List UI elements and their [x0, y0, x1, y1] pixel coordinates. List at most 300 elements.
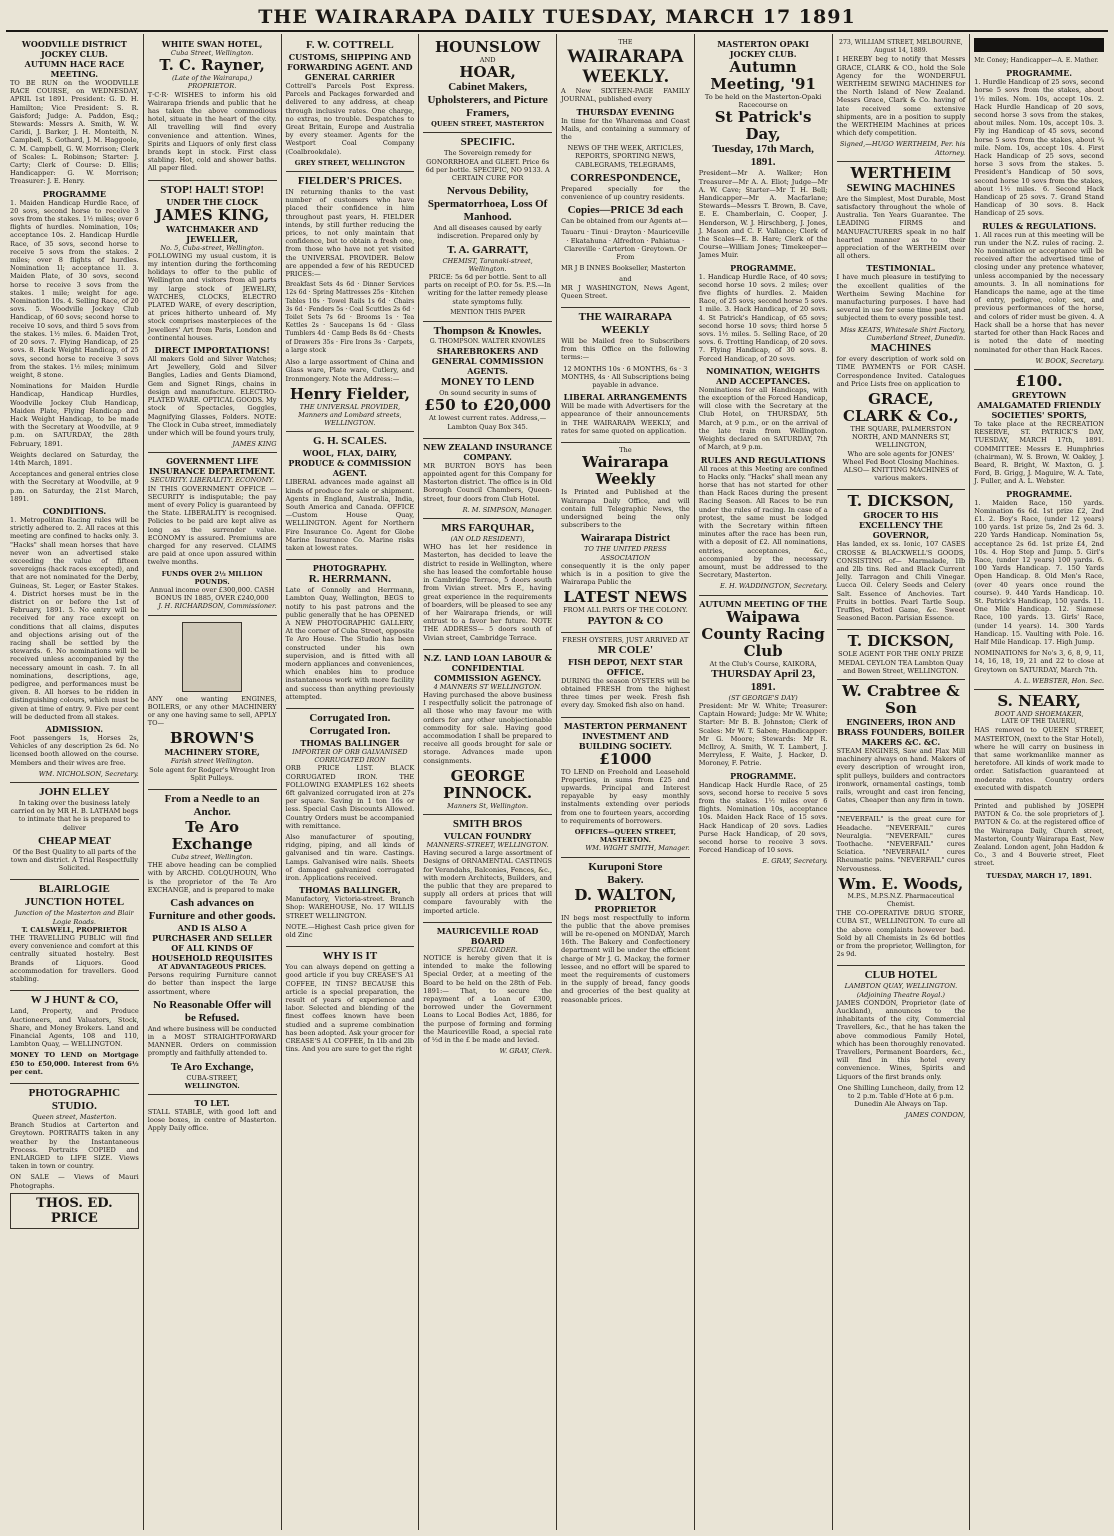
district-heading: Wairarapa District: [580, 532, 671, 545]
club-body: JAMES CONDON, Proprietor (late of Auckland), announces to the inhabitants of the city, Commercial Travellers, &c., that he has taken the above commodious Family Hotel, which has been thoroughly renovated. Travellers, Permanent Boarders, &c., will find in this hotel every convenience. Wines, Spirits and Liquors of the first brands only.: [836, 998, 966, 1081]
race-secretary: WM. NICHOLSON, Secretary.: [38, 769, 139, 778]
autumn-heading: Autumn Meeting, '91: [710, 58, 816, 93]
aro-refused: No Reasonable Offer will be Refused.: [153, 998, 272, 1024]
dickson-tea-ad: [837, 630, 966, 680]
aro-footer-2: CUBA-STREET,: [186, 1073, 238, 1082]
masthead-title: THE WAIRARAPA DAILY TUESDAY, MARCH 17 1891: [258, 6, 856, 28]
thompson-subheading: SHAREBROKERS AND GENERAL COMMISSION AGENTS.: [431, 346, 544, 377]
smith-body: Having secured a large assortment of Designs of ORNAMENTAL CASTINGS for Verandahs, Balconies, Fences, &c., with modern Architects, Builders, and the public that they are prepared to supply all orders at prices that will compare favourably with the imported article.: [423, 849, 552, 915]
farquhar-body: WHO has let her residence in Masterton, has decided to leave the district to reside in Wellington, where she has leased the comfortable house in Cambridge Terrace, 5 doors south from Vivian street. Mrs F., having great experience in the requirements of boarders, will be pleased to see any of her Wairarapa friends, or will entrust to a favor her future. NOTE THE ADDRESS— 5 doors south of Vivian street, Cambridge Terrace.: [423, 543, 552, 642]
king-address: No. 5, Cuba-street, Wellington.: [160, 243, 264, 252]
photo-body: Branch Studios at Carterton and Greytown. PORTRAITS taken in any weather by the Instantaneous Process. Portraits COPIED and ENLARGED to LIFE SIZE. Views taken in town or country.: [10, 1121, 139, 1171]
iron-heading-2: Corrugated Iron.: [309, 724, 391, 737]
copies-price: Copies—PRICE 3d each: [567, 204, 684, 217]
opaki-heading: MASTERTON OPAKI JOCKEY CLUB.: [717, 39, 809, 59]
smith-bros-ad: [423, 815, 552, 923]
singer-body: I HEREBY beg to notify that Messrs GRACE, CLARK & CO., hold the Sole Agency for the WONDERFUL WERTHEIM SEWING MACHINES for the North Island of New Zealand. Messrs Grace, Clark & Co. having of late received some extensive shipments, are in a position to supply the WERTHEIM Machines at prices which defy competition.: [836, 55, 966, 138]
wertheim-notice-ad: [837, 36, 966, 162]
iron-body-2: Also manufacturer of spouting, ridging, piping, and all kinds of galvanised and tin ware. Castings. Lamps. Galvanised wire nails. Sheets of damaged galvanized corrugated iron. Applications received.: [285, 833, 415, 883]
weekly-the: THE: [618, 39, 633, 46]
woodville-race-ad: [10, 36, 139, 783]
neary-late: LATE OF THE TAUERU,: [1001, 718, 1077, 726]
nzins-body: MR BURTON BOYS has been appointed agent for this Company for Masterton district. The office is in Old Borough Council Chambers, Queen-street, four doors from Club Hotel.: [423, 461, 552, 503]
masthead: [6, 6, 1108, 32]
acceptances-text: Acceptances and general entries close with the Secretary at Woodville, at 9 p.m. on Saturday, the 21st March, 1891.: [10, 470, 139, 503]
garratt-name: T. A. GARRATT,: [447, 243, 529, 256]
kuruponi-bakery-ad: [561, 858, 690, 1011]
woods-subheading: M.P.S., M.P.S.N.Z. Pharmaceutical Chemist.: [847, 892, 955, 909]
club-heading: CLUB HOTEL: [864, 969, 938, 982]
iron-note: NOTE.—Highest Cash price given for old Zinc: [285, 922, 415, 940]
pinnock-address: Manners St, Wellington.: [447, 801, 529, 810]
column-7: [833, 34, 971, 1530]
latest-news: LATEST NEWS: [563, 588, 688, 607]
waipawa-signature: E. GRAY, Secretary.: [762, 857, 828, 866]
govt-body: IN THIS GOVERNMENT OFFICE — SECURITY is indisputable; the pay ment of every Policy is guaranteed by the State. LIBERALITY is recognised. Policies to be paid are kept alive as long as the surrender value. ECONOMY is assured. Premiums are charged for any reserved. CLAIMS are paid at once upon assured within twelve months.: [147, 484, 277, 567]
neverfail-body: "NEVERFAIL" is the great cure for Headache. "NEVERFAIL" cures Neuralgia. "NEVERFAIL" cures Toothache. "NEVERFAIL" cures Sciatica. "NEVERFAIL" cures Rheumatic pains. "NEVERFAIL" cures Nervousness.: [836, 815, 966, 873]
scales-heading: G. H. SCALES.: [313, 435, 387, 448]
liberal-body: Will be made with Advertisers for the appearance of their announcements in THE WAIRARAPA WEEKLY, and rates for same quoted on application.: [561, 402, 690, 435]
testimonial-signature: Miss KEATS, Whitesale Shirt Factory, Cumberland Street, Dunedin.: [840, 325, 966, 342]
wertheim-ad: [837, 162, 966, 490]
weekly-news-ad: [561, 443, 690, 632]
testimonial-body: I have much pleasure in testifying to the excellent qualities of the Wertheim Sewing Machine for manufacturing purposes. I have had several in use for some time past, and subjected them to every possible test.: [836, 273, 966, 323]
road-heading: MAURICEVILLE ROAD BOARD: [436, 925, 539, 946]
king-direct: DIRECT IMPORTATIONS!: [154, 345, 270, 356]
let-heading: TO LET.: [194, 1098, 230, 1109]
club-subheading-2: (Adjoining Theatre Royal.): [856, 990, 945, 999]
browns-subheading: MACHINERY STORE,: [164, 747, 260, 758]
aro-prices: AT ADVANTAGEOUS PRICES.: [158, 963, 267, 971]
aro-footer-3: WELLINGTON.: [184, 1081, 240, 1090]
waipawa-body-2: President: Mr W. White; Treasurer: Captain Howard; Judge: Mr W. White; Starter: Mr B. B. Johnston; Clerk of Scales: Mr W. T. Saben; Handicapper: Mr G. Moore; Stewards: Mr R. McIlroy, A. Smith, W. T. Lambert, J. Merryless, F. Waite, J. Hacker, D. Moroney, F. Petrie.: [698, 701, 828, 768]
latest-subheading: FROM ALL PARTS OF THE COLONY.: [563, 606, 688, 615]
neary-heading: S. NEARY,: [997, 692, 1081, 710]
nervous-body: And all diseases caused by early indiscretion. Prepared only by: [433, 224, 542, 241]
autumn-body: To be held on the Masterton-Opaki Racecourse on: [704, 93, 822, 110]
fielder-heading: FIELDER'S PRICES.: [297, 175, 402, 188]
building-amount: £1000: [599, 749, 652, 768]
road-body: NOTICE is hereby given that it is intended to make the following Special Order, at a meeting of the Board to be held on the 28th of Feb. 1891:— That, to secure the repayment of a Loan of £300, borrowed under the Government Loans to Local Bodies Act, 1886, for the purpose of forming and forming the Mauriceville Road, a special rate of ½d in the £ be made and levied.: [423, 953, 552, 1045]
building-office: OFFICES—QUEEN STREET, MASTERTON.: [574, 827, 677, 845]
race-body: TO BE RUN on the WOODVILLE RACE COURSE, on WEDNESDAY, APRIL 1st 1891. President: G. D. H. Hamilton; Vice President: S. R. Gaisford; Judge: A. Paddon, Esq.; Stewards: Messrs A. Smith, W. W. Caridi, J. Barker, J. H. Monteith, N. Campbell, S. Gothard, J. M. Haggoole, C. M. Campbell, G. W. Morrison; Clerk of Scales: L. Robinson; Starter: J. Carty; Clerk of Course: D. Ellis; Handicapper: G. W. Morrison; Treasurer: J. E. Henry.: [10, 79, 139, 186]
testimonial-heading: TESTIMONIAL.: [866, 263, 936, 274]
lab-body: Having purchased the above business I respectfully solicit the patronage of all those who may favour me with orders for any other unobjectionable commodity for sale. Having good accommodation I shall be prepared to receive all goods brought for sale or storage. Advances made upon consignments.: [423, 690, 552, 765]
lab-address: 4 MANNERS ST WELLINGTON.: [433, 682, 542, 691]
swan-name: T. C. Rayner,: [159, 56, 265, 75]
waipawa-date: THURSDAY April 23, 1891.: [711, 667, 816, 693]
browns-machinery-ad: [148, 616, 277, 790]
club-hotel-ad: [837, 966, 966, 1123]
washington-agent: MR J WASHINGTON, News Agent, Queen Street.: [561, 283, 690, 300]
govt-heading: GOVERNMENT LIFE INSURANCE DEPARTMENT.: [148, 456, 276, 477]
column-3: [282, 34, 420, 1530]
fielder-name: Henry Fielder,: [289, 384, 410, 403]
engine-body: ANY one wanting ENGINES, BOILERS, or any other MACHINERY or any one having same to sell, APPLY TO—: [147, 694, 277, 728]
crabtree-body: STEAM ENGINES, Saw and Flax Mill machinery always on hand. Makers of every description of wrought iron, split pulleys, builders and contractors ironwork, ornamental castings, tomb rails, wrought and cast iron fencing, Gates, Cheaper than any firm in town.: [836, 746, 966, 805]
herrmann-name: R. HERRMANN.: [308, 573, 391, 586]
crease-coffee-ad: [286, 947, 415, 1060]
column-4: [419, 34, 557, 1530]
club-subheading: LAMBTON QUAY, WELLINGTON.: [844, 982, 958, 991]
lab-heading: N.Z. LAND LOAN LABOUR & CONFIDENTIAL COMMISSION AGENCY.: [423, 652, 552, 683]
aro-cash: Cash advances on Furniture and other goods.: [148, 897, 276, 922]
nomination-heading: NOMINATION, WEIGHTS AND ACCEPTANCES.: [706, 365, 821, 386]
photo-studio-ad: [10, 1084, 139, 1233]
column-2: [144, 34, 282, 1530]
iron-address: Manufactory, Victoria-street. Branch Shop: WAREHOUSE, No. 17 WILLIS STREET WELLINGTON.: [285, 895, 415, 920]
correspondence: CORRESPONDENCE,: [570, 171, 681, 184]
col8-race-ad: [974, 54, 1104, 370]
photo-tail: ON SALE — Views of Mauri Photographs.: [10, 1173, 139, 1190]
crabtree-ad: [837, 680, 966, 812]
cheap-meat-heading: CHEAP MEAT: [37, 834, 111, 847]
thompson-heading: Thompson & Knowles.: [433, 325, 542, 338]
weekly-day: THURSDAY EVENING: [576, 106, 675, 117]
scales-ad: [286, 432, 415, 560]
aro-body-3: And where business will be conducted in a MOST STRAIGHTFORWARD MANNER. Orders on commission promptly and faithfully attended to.: [147, 1024, 277, 1058]
building-heading: MASTERTON PERMANENT INVESTMENT AND BUILDING SOCIETY.: [563, 720, 687, 751]
dickson-ad: [837, 490, 966, 630]
hunt-body: Land, Property, and Produce Auctioneers, and Valuators, Stock, Share, and Money Brokers. Land and Financial Agents, 108 and 110, Lambton Quay, — WELLINGTON.: [10, 1007, 139, 1049]
nzins-signature: R. M. SIMPSON, Manager.: [462, 505, 552, 514]
cottrell-ad: [286, 36, 415, 172]
garratt-body: PRICE: 5s 6d per bottle. Sent to all parts on receipt of P.O. for 5s. P.S.—In writing for the latter remedy please state symptoms fully.: [424, 273, 552, 306]
weekly-body: A New SIXTEEN-PAGE FAMILY JOURNAL, published every: [561, 87, 690, 104]
aro-body: THE above heading can be complied with by ARCHD. COLQUHOUN, Who is the proprietor of the Te Aro EXCHANGE, and is prepared to make: [147, 861, 277, 894]
nervous-heading: Nervous Debility, Spermatorrhoea, Loss Of Manhood.: [427, 185, 548, 224]
dickson-2-heading: T. DICKSON,: [847, 632, 955, 651]
aro-heading: Te Aro Exchange: [171, 817, 253, 853]
machines-heading: MACHINES: [870, 342, 932, 355]
imprint-date: TUESDAY, MARCH 17, 1891.: [986, 871, 1092, 880]
weekly-body-3: Prepared specially for the convenience of up country residents.: [561, 184, 690, 202]
stop-subheading: UNDER THE CLOCK: [166, 196, 258, 207]
hotel-proprietor: T. CALSWELL, PROPRIETOR: [21, 925, 128, 934]
swan-subheading: Cuba Street, Wellington.: [170, 49, 254, 57]
liberal-heading: LIBERAL ARRANGEMENTS: [563, 392, 688, 403]
bakery-heading: Kuruponi Store: [588, 860, 663, 873]
elley-ad: [10, 783, 139, 880]
garratt-subheading: CHEMIST, Taranaki-street, Wellington.: [442, 256, 533, 273]
fielder-body: IN returning thanks to the vast number of customers who have placed their confidence in him throughout past years, H. FIELDER intends, by still further reducing the prices, to not only maintain that confidence, but to obtain a fresh one, from those who have not yet visited the UNIVERSAL PROVIDER. Below are appended a few of his REDUCED PRICES:—: [285, 188, 415, 279]
opaki-rules-body: All races at this Meeting are confined to Hacks only. "Hacks" shall mean any horse that has not started for other than Hack Races during the present Racing Season. All Races to be run under the rules of racing. In case of a protest, the same must be lodged with the Secretary within fifteen minutes after the race has been run, with a deposit of £2. All nominations, entries, acceptances, &c., accompanied by the necessary amount, must be addressed to the Secretary, Masterton.: [698, 464, 828, 580]
neary-ad: [974, 690, 1104, 800]
waipawa-racing-ad: [699, 596, 828, 870]
elley-body: In taking over the business lately carried on by MR H. B. LATHAM begs to intimate that he is prepared to deliver: [10, 799, 139, 832]
nominations-text: Nominations for Maiden Hurdle Handicap, Handicap Hurdles, Woodville Jockey Club Handicap, Maiden Plate, Flying Handicap and Hack Weight Handicap, to be made with the Secretary at Woodville, at 9 p.m. on SATURDAY, the 28th February, 1891.: [10, 382, 139, 448]
photo-subheading: Queen street, Masterton.: [32, 1112, 117, 1121]
browns-name: BROWN'S: [170, 729, 255, 748]
browns-tail: Sole agent for Rodger's Wrought Iron Split Pulleys.: [149, 765, 276, 782]
nomination-body: Nominations for all Handicaps, with the exception of the Forced Handicap, will close with the Secretary at the Club Hotel, on THURSDAY, 5th March, at 9 p.m., or on the arrival of the late train from Wellington. Weights declared on SATURDAY, 7th of March, at 9 p.m.: [698, 385, 828, 452]
why-heading: WHY IS IT: [322, 950, 378, 963]
ballinger-ad: [286, 709, 415, 947]
singer-signature: Signed,—HUGO WERTHEIM, Per. his Attorney.: [839, 140, 966, 157]
lend-amount: £50 to £20,000: [424, 396, 551, 415]
white-swan-ad: [148, 36, 277, 181]
iron-name-2: THOMAS BALLINGER,: [299, 885, 401, 896]
building-body: TO LEND on Freehold and Leasehold Properties, in sums from £25 and upwards. Principal and Interest repayable by easy monthly instalments extending over periods from one to fourteen years, according to requirements of borrowers.: [561, 767, 690, 825]
fielder-price-list: Breakfast Sets 4s 6d · Dinner Services 12s 6d · Spring Mattresses 25s · Kitchen Tables 10s · Towel Rails 1s 6d · Chairs 3s 6d · Fenders 5s · Coal Scuttles 2s 6d · Toilet Sets 7s 6d · Brooms 1s · Tea Kettles 2s · Saucepans 1s 6d · Glass Tumblers 4d · Camp Beds 8s 6d · Chests of Drawers 35s · Fire Irons 3s · Carpets, a large stock: [285, 281, 415, 354]
patrick-body: President—Mr A. Walker; Hon Treasurer—Mr A. A. Eliot; Judge—Mr A. W. Cave; Starter—Mr T. H. Bell; Handicapper—Mr A. Macfarlane; Stewards—Messrs T. Brown, B. Cave, E. E. Chamberlain, C. Cooper, J. Henderson, W. J. Hirschberg, J. Jones, J. Mason and C. F. Vallance; Clerk of the Scales—E. B. Hare; Clerk of the Course—William Jones; Timekeeper—James Muir.: [698, 169, 828, 260]
swan-late: (Late of the Wairarapa,) PROPRIETOR.: [172, 74, 253, 91]
binnes-agent: MR J B INNES Bookseller, Masterton: [561, 264, 686, 273]
imprint-body: Printed and published by JOSEPH PAYTON & Co. the sole proprietors of J. PAYTON & Co. at the registered office of the Wairarapa Daily, Church street, Masterton, County Wairarapa East, New Zealand. London agent, John Haddon & Co., 3 and 4 Bouverie street, Fleet street.: [974, 803, 1104, 868]
browns-address: Farish street Wellington.: [170, 757, 254, 766]
weekly-name: WAIRARAPA WEEKLY.: [566, 46, 684, 88]
grace-name: GRACE, CLARK & Co.,: [843, 389, 959, 425]
hoar-address: QUEEN STREET, MASTERTON: [431, 120, 545, 129]
race-subheading: AUTUMN HACE RACE MEETING.: [24, 59, 125, 79]
copies-body: Can be obtained from our Agents at—: [561, 217, 688, 226]
lend-body: On sound security in sums of: [439, 389, 537, 398]
dickson-heading: T. DICKSON,: [847, 492, 955, 511]
govt-funds: FUNDS OVER 2½ MILLION POUNDS.: [161, 569, 263, 586]
cole-name: MR COLE': [597, 643, 654, 656]
iron-subheading: IMPORTER OF ORB GALVANISED CORRUGATED IRON: [292, 747, 408, 765]
dickson-2-subheading: SOLE AGENT FOR THE ONLY PRIZE MEDAL CEYLON TEA Lambton Quay and Bowen Street, WELLINGTON.: [838, 650, 964, 675]
opaki-programme-heading: PROGRAMME.: [730, 262, 797, 273]
crabtree-name: W. Crabtree & Son: [842, 681, 960, 717]
walton-subheading: PROPRIETOR: [594, 903, 657, 914]
stop-heading: STOP! HALT! STOP!: [160, 183, 264, 196]
col8-rules-signature: W. BOOK, Secretary.: [1035, 356, 1104, 365]
woods-body: THE CO-OPERATIVE DRUG STORE, CUBA ST., WELLINGTON. To cure all the above complaints however bad. Sold by all Chemists in 2s 6d bottles or from the proprietor, Wellington, for 2s 9d.: [836, 909, 966, 959]
thompson-names: G. THOMPSON. WALTER KNOWLES: [429, 338, 546, 346]
greytown-body: To take place at the RECREATION RESERVE, ST. PATRICK'S DAY, TUESDAY, MARCH 17th, 1891. COMMITTEE: Messrs E. Humphries (chairman), W. S. Brown, W. Oakley, J. Beard, R. Bright, W. Maxton, G. J. Ford, B. Grigg, J. Maguire, W. A. Tate, J. Fuller, and A. L. Webster.: [974, 419, 1104, 486]
herrmann-body: Late of Connolly and Herrmann, Lambton Quay, Wellington, BEGS to notify to his past patrons and the public generally that he has OPENED A NEW PHOTOGRAPHIC GALLERY, At the corner of Cuba Street, opposite Te Aro House. The Studio has been constructed under his own supervision, and is fitted with all modern appliances and conveniences, which enables him to produce instantaneous work with more facility and success than anything previously attempted.: [285, 586, 415, 701]
dickson-body: Has landed, ex ss. Ionic, 107 CASES CROSSE & BLACKWELL'S GOODS, CONSISTING of— Marmalade, 1lb and 2lb tins. Red and Black Current Jelly. Tarragon and Chili Vinegar. Lucca Oil. Celery Seeds and Celery Salt. Essence of Anchovies. Tart Fruits in bottles. Pearl Tartle Soup. Truffles, Potted Game, &c. Sweet Seasoned Bacon. Parisian Essence.: [836, 540, 966, 623]
aro-address: Cuba street, Wellington.: [171, 852, 253, 861]
govt-subheading: SECURITY. LIBERALITY. ECONOMY.: [150, 476, 275, 485]
king-signature: JAMES KING: [232, 440, 277, 449]
wertheim-body: Are the Simplest, Most Durable, Most satisfactory throughout the whole of Australia. Ten Years Guarantee. The LEADING FIRMS and MANUFACTURERS speak in no half hearted manner as to their appreciation of the WERTHEIM over all others.: [836, 194, 966, 261]
swan-heading: WHITE SWAN HOTEL,: [161, 39, 263, 49]
col8-programme-heading: PROGRAMME.: [1006, 68, 1073, 79]
press-association: TO THE UNITED PRESS ASSOCIATION: [584, 545, 667, 562]
weekly-list: NEWS OF THE WEEK, ARTICLES, REPORTS, SPORTING NEWS, CABLEGRAMS, TELEGRAMS,: [567, 144, 684, 169]
bakery-subheading: Bakery.: [607, 873, 644, 886]
wairarapa-weekly-ad: [561, 36, 690, 308]
weekly-big-name: Wairarapa Weekly: [582, 453, 669, 489]
conditions-heading: CONDITIONS.: [42, 505, 107, 516]
mailed-text: Will be Mailed free to Subscribers from this Office on the following terms:—: [561, 337, 690, 362]
smith-address: MANNERS-STREET, WELLINGTON.: [426, 840, 549, 849]
admission-heading: ADMISSION.: [45, 724, 104, 735]
smith-heading: SMITH BROS: [452, 817, 523, 830]
column-8: [970, 34, 1108, 1530]
govt-income: Annual income over £300,000. CASH BONUS IN 1885, OVER £240,000: [149, 585, 275, 603]
specific-ad: [423, 133, 552, 322]
opaki-signature: E. H. WADDINGTON, Secretary.: [719, 582, 828, 591]
specific-body: The Sovereign remedy for GONORRHOEA and GLEET. Price 6s 6d per bottle. SPECIFIC, NO 9133. A CERTAIN CURE FOR: [425, 149, 550, 183]
walton-name: D. WALTON,: [574, 885, 677, 904]
col8-top: Mr. Coney; Handicapper—A. E. Mather.: [974, 57, 1099, 64]
weights-text: Weights declared on Saturday, the 14th March, 1891.: [10, 450, 139, 467]
singer-address: 273, WILLIAM STREET, MELBOURNE, August 14, 1889.: [839, 39, 963, 55]
admission-body: Foot passengers 1s, Horses 2s, Vehicles of any description 2s 6d. No licensed booth allowed on the course. Members and their wives are free.: [10, 734, 139, 767]
agents-list: Tauaru · Tinui · Drayton · Mauriceville · Ekatahuna · Alfredton · Pahiatua · Clareville · Carterton · Greytown. Or From: [561, 228, 690, 262]
greytown-signature: A. L. WEBSTER, Hon. Sec.: [1014, 676, 1104, 685]
club-signature: JAMES CONDON,: [905, 1111, 966, 1120]
king-name: JAMES KING,: [155, 205, 270, 224]
col8-rules-body: 1. All races run at this meeting will be run under the N.Z. rules of racing. 2. No nomination or acceptance will be received after the advertised time of closing under any pretence whatever, unless accompanied by the necessary amounts. 3. In all nominations for Handicaps the name, age at the time of entry, pedigree, color, sex, and previous performances of the horse, and colors of rider must be given. 4. A Hack shall be a horse that has never started for other than Hack Races and is noted the date of meeting nominated for other than Hack Races.: [974, 230, 1104, 354]
cole-subheading: FISH DEPOT, NEXT STAR OFFICE.: [568, 656, 683, 677]
king-body: FOLLOWING my usual custom, it is my intention during the forthcoming holidays to offer to the public of Wellington and visitors from all parts my large stock of JEWELRY, WATCHES, CLOCKS, ELECTRO PLATED WARE, of every description, at prices hitherto unheard of. My stock comprises masterpieces of the Jewellers' Art from Paris, London and continental houses.: [147, 251, 277, 342]
cottrell-heading: F. W. COTTRELL: [306, 39, 394, 51]
programme-heading: PROGRAMME: [42, 188, 106, 199]
hounslow-heading: HOUNSLOW: [434, 38, 541, 56]
waipawa-body: At the Club's Course, KAIKORA,: [709, 659, 817, 668]
govt-insurance-ad: [148, 453, 277, 615]
neary-subheading: BOOT AND SHOEMAKER,: [994, 710, 1084, 718]
photo-heading: PHOTOGRAPHIC STUDIO.: [28, 1086, 121, 1112]
greytown-sports-ad: [974, 370, 1104, 690]
walton-body: IN begs most respectfully to inform the public that the above premises will be re-opened on MONDAY, March 16th. The Bakery and Confectionery department will be under the efficient charge of Mr J. G. Mackay, the former lessee, and no effort will be spared to meet the requirements of customers in the supply of bread, fancy goods and groceries of the best quality at reasonable prices.: [561, 913, 690, 1004]
elley-tail: Of the Best Quality to all parts of the town and district. A Trial Respectfully Solicited.: [10, 847, 138, 873]
neverfail-ad: [837, 812, 966, 966]
waipawa-heading: AUTUMN MEETING OF THE: [699, 598, 828, 609]
cottrell-body: Cottrell's Parcels Post Express. Parcels and Packages forwarded and delivered to any address, at cheap through inclusive rates. One charge, no extras, no trouble. Despatches to Great Britain, Europe and Australia by every steamer. Agents for the Westport Coal Company (Coalbrookdale).: [285, 82, 415, 156]
farquhar-subheading: (AN OLD RESIDENT),: [450, 535, 525, 544]
greytown-programme-heading: PROGRAMME.: [1006, 488, 1073, 499]
elley-heading: JOHN ELLEY: [39, 786, 110, 799]
road-subheading: SPECIAL ORDER.: [457, 945, 518, 954]
greytown-programme-body: 1. Maiden Race, 150 yards. Nomination 6s 6d. 1st prize £2, 2nd £1. 2. Boy's Race, (under 12 years) 100 yards. 1st prize 5s, 2nd 2s 6d. 3. 220 Yards Handicap. Nomination 5s, acceptance 2s 6d. 1st prize £4, 2nd 10s. 4. Hop Step and Jump. 5. Girl's Race, (under 12 years) 100 yards. 6. 100 Yards Handicap. 7. 150 Yards Open Handicap. 8. Old Men's Race, (over 40 years once round the course). 9. 440 Yards Handicap. 10. St. Patrick's Handicap, 150 yards. 11. One Mile Handicap. 12. Siamese Race, 100 yards. 13. Girls' Race, (under 14 years). 14. 300 Yards Handicap. 15. Vaulting with Pole. 16. Half Mile Handicap. 17. High Jump.: [974, 498, 1104, 646]
programme-body: 1. Maiden Handicap Hurdle Race, of 20 sovs, second horse to receive 3 sovs from the stakes. 1½ miles; over 6 flights of hurdles. Nomination, 10s; acceptance 10s. 2. Handicap Hurdle Race, of 35 sovs, second horse to receive 5 sovs from the stakes. 2 miles; over 8 flights of hurdles. Nomination 1l; acceptance 1l. 3. Maiden Plate, of 30 sovs, second horse to receive 3 sovs from the stakes. 1 mile; weight for age. Nomination 10s. 4. Selling Race, of 20 sovs. 5. Woodville Jockey Club Handicap, of 60 sovs; second horse to receive 10 sovs, and third 5 sovs from the stakes. 1½ miles. 6. Maiden Trot, of 20 sovs. 7. Flying Handicap, of 25 sovs. 8. Hack Weight Handicap, of 25 sovs, second horse to receive 3 sovs from the stakes. 1½ miles; minimum weight, 8 stone.: [10, 198, 139, 379]
thompson-knowles-ad: [423, 322, 552, 439]
needle-heading: From a Needle to an Anchor.: [164, 792, 260, 818]
race-heading: WOODVILLE DISTRICT JOCKEY CLUB.: [21, 39, 127, 59]
waipawa-programme-heading: PROGRAMME.: [730, 770, 797, 781]
opaki-programme-body: 1. Handicap Hurdle Race, of 40 sovs; second horse 10 sovs. 2 miles; over five flights of hurdles. 2. Maiden Race, of 25 sovs; second horse 5 sovs. 1 mile. 3. Hack Handicap, of 20 sovs. 4. St Patrick's Handicap, of 65 sovs; second horse 10 sovs; third horse 5 sovs. 1½ miles. 5. Selling Race, of 20 sovs. 6. Trotting Handicap, of 20 sovs. 7. Flying Handicap, of 30 sovs. 8. Forced Handicap, of 20 sovs.: [698, 272, 828, 363]
hunt-ad: [10, 991, 139, 1084]
hunt-heading: W J HUNT & CO,: [30, 994, 119, 1007]
govt-signature: J. H. RICHARDSON, Commissioner.: [158, 602, 277, 611]
aro-body-2: Persons requiring Furniture cannot do better than inspect the large assortment, where: [147, 971, 277, 996]
hotel-heading: BLAIRLOGIE JUNCTION HOTEL: [24, 883, 125, 909]
patrick-date: Tuesday, 17th March, 1891.: [712, 143, 814, 169]
waipawa-subheading: (ST GEORGE'S DAY): [728, 693, 798, 702]
col8-rules-heading: RULES & REGULATIONS.: [982, 220, 1097, 231]
imprint: [974, 800, 1104, 884]
iron-name: THOMAS BALLINGER: [300, 737, 400, 748]
king-subheading: WATCHMAKER AND JEWELLER,: [166, 223, 259, 244]
nz-insurance-ad: [423, 439, 552, 519]
iron-heading: Corrugated Iron.: [309, 711, 391, 724]
herrmann-heading: PHOTOGRAPHY.: [312, 563, 387, 574]
dickson-subheading: GROCER TO HIS EXCELLENCY THE GOVERNOR,: [858, 510, 943, 541]
cottrell-subheading: CUSTOMS, SHIPPING AND FORWARDING AGENT. AND GENERAL CARRIER: [287, 52, 413, 82]
wertheim-heading: WERTHEIM: [850, 163, 952, 182]
column-1: [6, 34, 144, 1530]
to-let-ad: [148, 1095, 277, 1140]
weekly-body-2: In time for the Wharemaa and Coast Mails, and containing a summary of the: [561, 116, 690, 142]
fielder-ad: [286, 172, 415, 432]
money-text: MONEY TO LEND on Mortgage £50 to £50,000. Interest from 6½ per cent.: [10, 1051, 139, 1076]
waipawa-name: Waipawa County Racing Club: [701, 607, 825, 660]
woods-heading: Wm. E. Woods,: [838, 874, 964, 893]
column-grid: [6, 34, 1108, 1530]
swan-body: T·C·R· WISHES to inform his old Wairarapa friends and public that he has taken the above commodious hotel, situate in the heart of the city. All travelling will find every convenience and attention. Wines, Spirits and Liquors of only first class brands kept in stock. First class stabling. Hot, cold and shower baths. All paper filed.: [147, 90, 277, 173]
subscription-terms: 12 MONTHS 10s · 6 MONTHS, 6s · 3 MONTHS, 4s · All Subscriptions being payable in advance.: [561, 364, 690, 390]
farquhar-heading: MRS FARQUHAR,: [441, 522, 534, 535]
binnes-and: and: [619, 275, 632, 284]
patrick-heading: St Patrick's Day,: [714, 108, 812, 144]
hotel-body: THE TRAVELLING PUBLIC will find every convenience and comfort at this centrally situated hostelry. Best Brands of Liquors. Good accommodation for travellers. Good stabling.: [10, 934, 139, 984]
lend-heading: MONEY TO LEND: [440, 376, 535, 389]
road-board-ad: [423, 923, 552, 1060]
weekly-logo: THE WAIRARAPA WEEKLY: [578, 311, 673, 337]
specific-heading: SPECIFIC.: [460, 136, 515, 149]
farquhar-ad: [423, 519, 552, 650]
waipawa-programme-body: Handicap Hack Hurdle Race, of 25 sovs, second horse to receive 5 sovs from the stakes. 1½ miles over 6 flights. Nomination 10s, acceptance 10s. Maiden Hack Race of 15 sovs. Hack Handicap of 20 sovs. Ladies Purse Hack Handicap, of 20 sovs, second horse to receive 3 sovs. Forced Handicap of 10 sovs.: [698, 780, 828, 855]
cottrell-address: GREY STREET, WELLINGTON: [294, 158, 405, 167]
column-5: [557, 34, 695, 1530]
neary-body: HAS removed to QUEEN STREET, MASTERTON, (next to the Star Hotel), where he will carry on business in that same workmanlike manner as heretofore. All kinds of work made to order. Satisfaction guaranteed at moderate rates. Country orders executed with dispatch: [974, 726, 1104, 792]
building-signature: WM. WIGHT SMITH, Manager.: [585, 844, 690, 853]
blairlogie-hotel-ad: [10, 880, 139, 991]
garratt-tail: MENTION THIS PAPER: [450, 308, 526, 316]
weekly-print: Is Printed and Published at the Wairarapa Daily Office, and will contain full Telegraphic News, the undersigned being the only subscribers to the: [561, 488, 690, 530]
land-loan-ad: [423, 650, 552, 815]
fielder-subheading: THE UNIVERSAL PROVIDER, Manners and Lombard streets, WELLINGTON.: [298, 402, 402, 428]
opaki-rules-heading: RULES AND REGULATIONS: [700, 454, 826, 465]
nzins-heading: NEW ZEALAND INSURANCE COMPANY.: [423, 441, 552, 462]
hounslow-and: AND: [479, 56, 496, 64]
greytown-amount: £100.: [1015, 371, 1063, 390]
king-body-2: All makers Gold and Silver Watches; Art Jewellery, Gold and Silver Bangles, Ladies and Gents Diamond, Gem and Signet Rings, chains in design and manufacture. ELECTRO-PLATED WARE. OPTICAL GOODS. My stock of Spectacles, Goggles, Magnifying Glasses, Folders. NOTE: The Clock in Cuba street, immediately under which will be found yours truly,: [147, 355, 277, 437]
pinnock-heading: GEORGE PINNOCK.: [443, 766, 533, 802]
james-king-ad: [148, 181, 277, 454]
building-society-ad: [561, 718, 690, 858]
why-body: You can always depend on getting a good article if you buy CREASE'S A1 COFFEE, IN TINS? BECAUSE this article is a special preparation, the result of years of experience and labor. Selected and blending of the finest coffees known have been studied and a supreme combination has been adopted. Ask your grocer for CREASE'S A1 COFFEE, In 1lb and 2lb tins. And you are sure to get the right: [285, 963, 415, 1054]
scales-subheading: WOOL, FLAX, DAIRY, PRODUCE & COMMISSION AGENT.: [288, 448, 412, 479]
payton-name: PAYTON & CO: [587, 614, 664, 627]
crabtree-subheading: ENGINEERS, IRON AND BRASS FOUNDERS, BOILER MAKERS &C. &C.: [837, 716, 965, 747]
iron-body: ORB PRICE LIST. BLACK CORRUGATED IRON. THE FOLLOWING EXAMPLES 162 sheets 6ft galvanized corrugated iron at 27s per square. Saving in 1 ton 16s or less. Special Cash Discounts Allowed. Country Orders must be accompanied with remittance.: [285, 764, 415, 830]
road-signature: W. GRAY, Clerk.: [499, 1047, 552, 1056]
price-name: THOS. ED. PRICE: [10, 1193, 139, 1229]
scales-body: LIBERAL advances made against all kinds of produce for sale or shipment. Agents in England, Australia, India, South America and Canada. OFFICE—Custom House Quay, WELLINGTON. Agent for Northern Fire Insurance Co. Agent for Globe Marine Insurance Co. Marine risks taken at lowest rates.: [285, 478, 415, 552]
oysters-heading: FRESH OYSTERS, JUST ARRIVED AT: [562, 635, 689, 644]
boiler-engraving-icon: [182, 622, 242, 692]
column-6: [695, 34, 833, 1530]
club-tail: One Shilling Luncheon, daily, from 12 to 2 p.m. Table d'Hote at 6 p.m. Dunedin Ale Always on Tap.: [837, 1083, 964, 1109]
hoar-heading: HOAR,: [459, 63, 516, 82]
col8-programme-body: 1. Hurdle Handicap of 25 sovs, second horse 5 sovs from the stakes, about 1½ miles. Nom. 10s, accept 10s. 2. Hack Hurdle Handicap of 20 sovs, second horse 3 sovs from the stakes, about miles. Nom. 10s, accept 10s. 3. Fly ing Handicap of 45 sovs, second horse 5 sovs from the stakes, about ¾ mile. Nom. 10s, accept 10s. 4. First Hack Handicap of 25 sovs, second horse 3 sovs from the stakes. 5. President's Handicap of 50 sovs, second horse 10 sovs from the stakes, about 1½ miles. 6. Second Hack Handicap of 25 sovs. 7. Grand Stand Handicap of 30 sovs. 8. Hack Handicap of 25 sovs.: [974, 78, 1104, 218]
hounslow-ad: [423, 36, 552, 133]
machines-body: for every description of work sold on TIME PAYMENTS or FOR CASH. Correspondence Invited. Catalogues and Price Lists free on application to: [836, 355, 966, 388]
greytown-note: NOMINATIONS for No's 3, 6, 8, 9, 11, 14, 16, 18, 19, 21 and 22 to close at Greytown on SATURDAY, March 7th.: [974, 649, 1104, 674]
fielder-body-2: Also a large assortment of China and Glass ware, Plate ware, Cutlery, and Ironmongery. Note the Address:—: [285, 358, 415, 383]
cole-oysters-ad: [561, 633, 690, 718]
wertheim-subheading: SEWING MACHINES: [846, 181, 956, 194]
herrmann-ad: [286, 560, 415, 709]
redacted-bar: [974, 38, 1104, 52]
smith-subheading: VULCAN FOUNDRY: [443, 830, 532, 841]
hoar-subheading: Cabinet Makers, Upholsterers, and Picture Framers,: [427, 81, 548, 120]
lend-tail: At lowest current rates. Address,— Lambton Quay Box 345.: [429, 414, 547, 431]
hotel-subheading: Junction of the Masterton and Blair Logie Roads.: [15, 909, 134, 926]
press-body: consequently it is the only paper which is in a position to give the Wairarapa Public the: [561, 561, 690, 587]
te-aro-exchange-ad: [148, 790, 277, 1095]
opaki-jockey-ad: [699, 36, 828, 596]
aro-footer: Te Aro Exchange,: [170, 1060, 254, 1073]
cole-body: DURING the season OYSTERS will be obtained FRESH from the highest three times per week. Fresh fish every day. Smoked fish also on hand.: [561, 676, 690, 710]
weekly-subscription-ad: [561, 308, 690, 443]
